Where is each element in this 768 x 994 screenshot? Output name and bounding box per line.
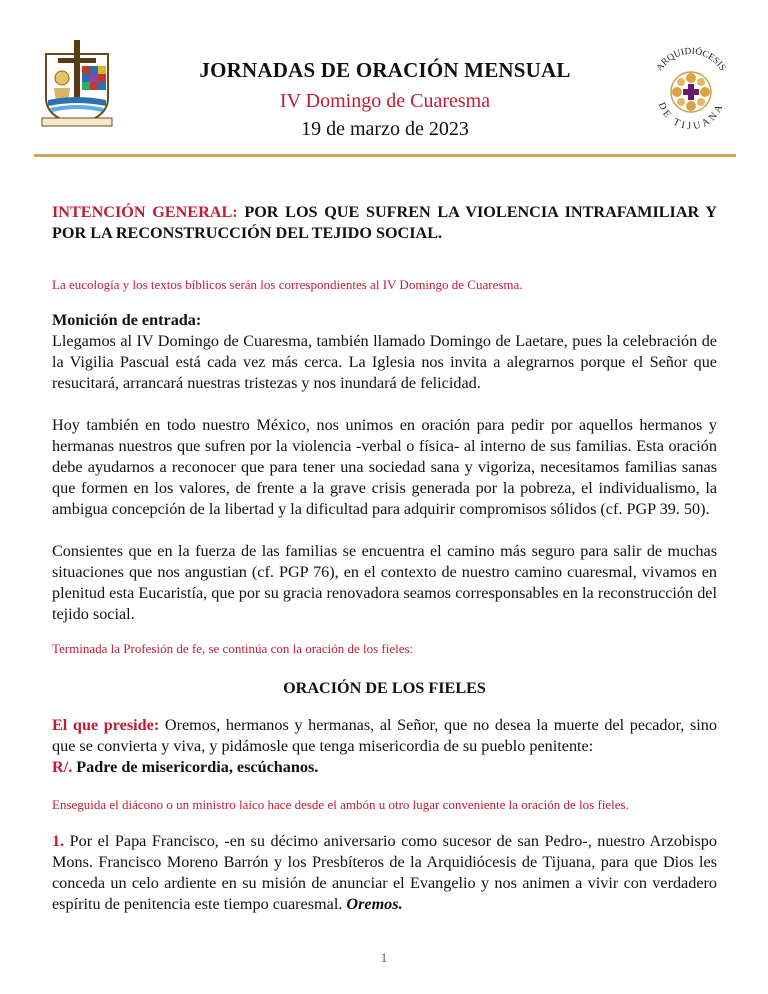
- response-label: R/.: [52, 758, 73, 776]
- document-date: 19 de marzo de 2023: [301, 118, 469, 140]
- coat-of-arms-icon: [38, 40, 116, 128]
- monition-heading: Monición de entrada:: [52, 311, 202, 329]
- rubric-note: Enseguida el diácono o un ministro laico hace desde el ambón u otro lugar conveniente la oración de los fieles.: [52, 797, 629, 812]
- petition-closing: Oremos.: [346, 895, 403, 913]
- rubric-note: Terminada la Profesión de fe, se continúa con la oración de los fieles:: [52, 641, 414, 656]
- monition-paragraph-3: Consientes que en la fuerza de las familias se encuentra el camino más seguro para salir de muchas situaciones que nos angustian (cf. PGP 76), en el contexto de nuestro camino cuaresmal, vivamos en plenitud esta Eucaristía, que por su gracia renovadora seamos corresponsables en la reconstrucción del tejido social.: [52, 542, 717, 623]
- page-number: 1: [380, 950, 388, 965]
- presider-invitation: [52, 715, 717, 757]
- general-intention: [52, 202, 717, 244]
- document-subtitle: IV Domingo de Cuaresma: [279, 90, 491, 112]
- presider-label: El que preside:: [52, 716, 160, 734]
- monition-paragraph-2: Hoy también en todo nuestro México, nos unimos en oración para pedir por aquellos hermanos y hermanas nuestros que sufren por la violencia -verbal o física- al interno de sus familias. Esta oración debe ayudarnos a reconocer que para tener una sociedad sana y vigoriza, necesitamos familias sanas que formen en los valores, de frente a la grave crisis generada por la pobreza, el individualismo, la ambigua concepción de la libertad y la dificultad para adquirir compromisos sólidos (cf. PGP 39. 50).: [52, 416, 717, 518]
- intention-text: POR LOS QUE SUFREN LA VIOLENCIA INTRAFAMILIAR Y POR LA RECONSTRUCCIÓN DEL TEJIDO SOCIAL.: [52, 203, 717, 242]
- response-line: [52, 757, 717, 778]
- petition-1: [52, 831, 717, 915]
- petition-number: 1.: [52, 832, 65, 850]
- monition-paragraph-1: Llegamos al IV Domingo de Cuaresma, también llamado Domingo de Laetare, pues la celebración de la Vigilia Pascual está cada vez más cerca. La Iglesia nos invita a alegrarnos porque el Señor que resucitará, arrancará nuestras tristezas y nos inundará de felicidad.: [52, 332, 717, 392]
- svg-text:DE TIJUANA: DE TIJUANA: [655, 100, 727, 133]
- response-text: Padre de misericordia, escúchanos.: [72, 758, 319, 776]
- section-title: ORACIÓN DE LOS FIELES: [283, 679, 486, 697]
- document-body: [52, 202, 717, 915]
- svg-text:ARQUIDIÓCESIS: ARQUIDIÓCESIS: [654, 46, 728, 74]
- intention-label: INTENCIÓN GENERAL:: [52, 203, 238, 221]
- presider-text: Oremos, hermanos y hermanas, al Señor, que no desea la muerte del pecador, sino que se convierta y viva, y pidámosle que tenga misericordia de su pueblo penitente:: [52, 716, 717, 755]
- header-divider: [34, 154, 736, 157]
- petition-text: Por el Papa Francisco, -en su décimo aniversario como sucesor de san Pedro-, nuestro Arzobispo Mons. Francisco Moreno Barrón y los Presbíteros de la Arquidiócesis de Tijuana, para que Dios les conceda un celo ardiente en su misión de anunciar el Evangelio y nos animen a vivir con verdadero espíritu de penitencia este tiempo cuaresmal.: [52, 832, 717, 913]
- archdiocese-seal-icon: [646, 44, 736, 134]
- rubric-note: La eucología y los textos bíblicos serán los correspondientes al IV Domingo de Cuaresma.: [52, 277, 523, 292]
- document-title: JORNADAS DE ORACIÓN MENSUAL: [199, 58, 571, 82]
